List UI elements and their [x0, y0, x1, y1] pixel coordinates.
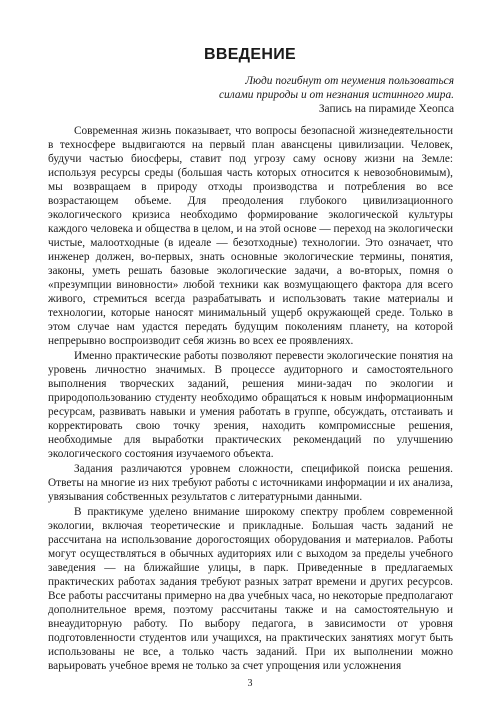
paragraph: Задания различаются уровнем сложности, спецификой поиска решения. Ответы на многие из них требуют работы с источниками информации и их анализа, увязывания собственных результатов с литературными данными. — [48, 463, 453, 503]
epigraph — [154, 74, 454, 116]
paragraph: Именно практические работы позволяют перевести экологические понятия на уровень личностно значимых. В процессе аудиторного и самостоятельного выполнения творческих заданий, решения мини-задач по экологии и природопользованию студенту необходимо обращаться к новым информационным ресурсам, развивать навыки и умения работать в группе, обсуждать, отстаивать и корректировать свою точку зрения, находить компромиссные решения, необходимые для выработки практических рекомендаций по улучшению экологического состояния изучаемого объекта. — [48, 350, 453, 460]
paragraph: Современная жизнь показывает, что вопросы безопасной жизнедеятельности в техносфере выдвигаются на первый план авансцены цивилизации. Человек, будучи частью биосферы, ставит под угрозу саму основу жизни на Земле: используя ресурсы среды (большая часть которых относится к невозобновимым), мы возвращаем в природу отходы производства и потребления во все возрастающем объеме. Для преодоления глубокого цивилизационного экологического кризиса необходимо формирование экологической культуры каждого человека и общества в целом, и на этой основе — переход на экологически чистые, малоотходные (в идеале — безотходные) технологии. Это означает, что инженер должен, во-первых, знать основные экологические термины, понятия, законы, уметь решать базовые экологические задачи, а во-вторых, помня о «презумпции виновности» любой техники как возмущающего фактора для всего живого, стремиться всегда разрабатывать и использовать такие материалы и технологии, которые наносят минимальный ущерб окружающей среде. Только в этом случае нам удастся передать будущим поколениям планету, на которой непрерывно воспроизводит себя жизнь во всех ее проявлениях. — [48, 125, 453, 347]
page-title: ВВЕДЕНИЕ — [204, 46, 296, 63]
body-text — [48, 124, 453, 674]
epigraph-line: силами природы и от незнания истинного мира. — [218, 89, 454, 101]
epigraph-line: Люди погибнут от неумения пользоваться — [245, 75, 454, 87]
epigraph-source: Запись на пирамиде Хеопса — [318, 103, 454, 115]
page-number: 3 — [247, 678, 253, 689]
paragraph: В практикуме уделено внимание широкому спектру проблем современной экологии, включая теоретические и прикладные. Большая часть заданий не рассчитана на использование дорогостоящих оборудования и материалов. Работы могут осуществляться в обычных аудиториях или с выходом за пределы учебного заведения — на ближайшие улицы, в парк. Приведенные в предлагаемых практических работах задания требуют разных затрат времени и других ресурсов. Все работы рассчитаны примерно на два учебных часа, но некоторые предполагают дополнительное время, поэтому рассчитаны также и на самостоятельную и внеаудиторную работу. По выбору педагога, в зависимости от уровня подготовленности студентов или учащихся, на практических занятиях могут быть использованы не все, а только часть заданий. При их выполнении можно варьировать учебное время не только за счет упрощения или усложнения — [48, 506, 453, 672]
